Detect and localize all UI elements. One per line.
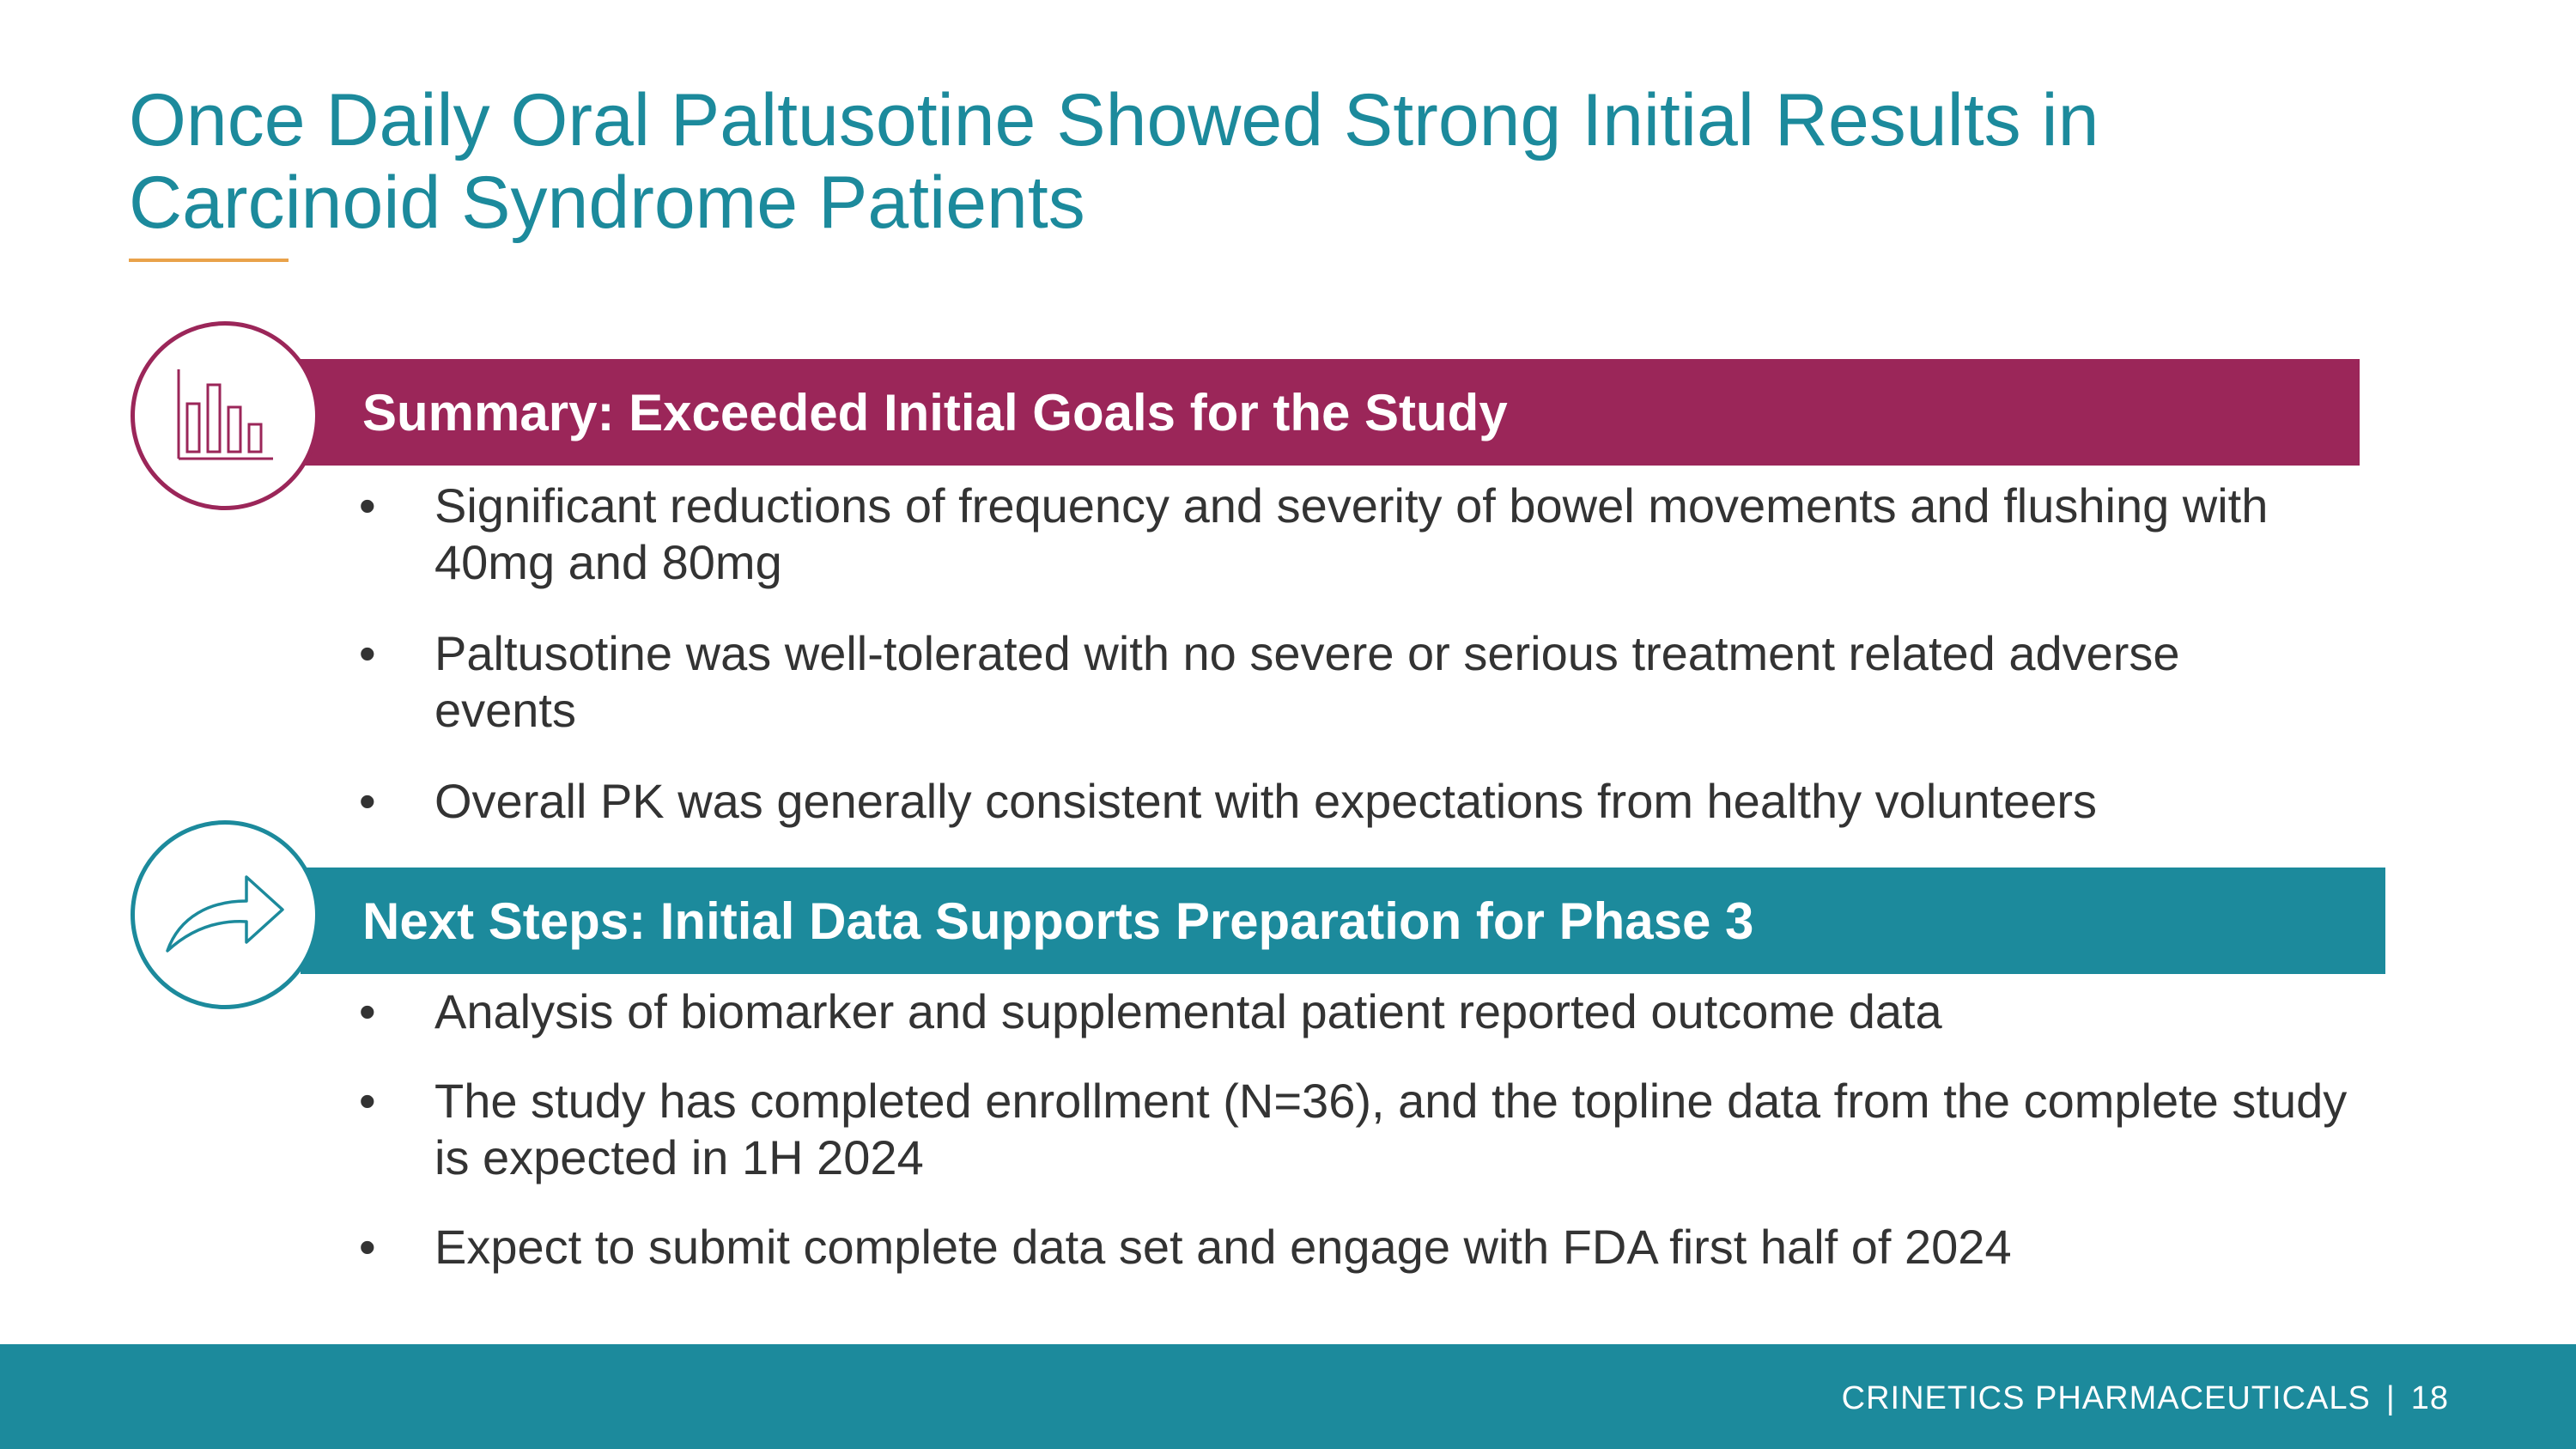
footer-bar [0,1344,2576,1449]
title-underline [129,259,289,262]
next-steps-bullet-2: • The study has completed enrollment (N=36), and the topline data from the complete study is expected in 1H 2024 [359,1073,2358,1186]
summary-bullet-2: • Paltusotine was well-tolerated with no severe or serious treatment related adverse events [359,625,2203,739]
footer-text [1842,1380,2449,1417]
summary-bullet-1: • Significant reductions of frequency and severity of bowel movements and flushing with 40mg and 80mg [359,478,2358,591]
slide-title-line-1: Once Daily Oral Paltusotine Showed Strong Initial Results in [129,79,2099,161]
summary-heading-bar [301,359,2360,466]
slide-title [129,79,2447,244]
summary-icon-circle [131,321,319,510]
next-steps-bullet-1: • Analysis of biomarker and supplemental patient reported outcome data [359,983,2403,1040]
bar-chart-icon [173,364,276,467]
summary-heading: Summary: Exceeded Initial Goals for the Study [362,383,1508,441]
next-steps-heading-bar [301,868,2385,974]
slide-title-line-2: Carcinoid Syndrome Patients [129,161,1085,244]
footer-company-name: CRINETICS PHARMACEUTICALS [1841,1380,2371,1416]
summary-bullet-list [359,478,2403,830]
footer-page-number: 18 [2410,1380,2449,1416]
footer-separator: | [2385,1380,2396,1416]
next-steps-icon-circle [131,820,319,1009]
next-steps-bullet-3: • Expect to submit complete data set and engage with FDA first half of 2024 [359,1219,2403,1275]
next-steps-bullet-list [359,983,2403,1275]
summary-bullet-3: • Overall PK was generally consistent with expectations from healthy volunteers [359,773,2403,830]
forward-arrow-icon [161,863,289,966]
next-steps-heading: Next Steps: Initial Data Supports Preparation for Phase 3 [362,892,1754,950]
